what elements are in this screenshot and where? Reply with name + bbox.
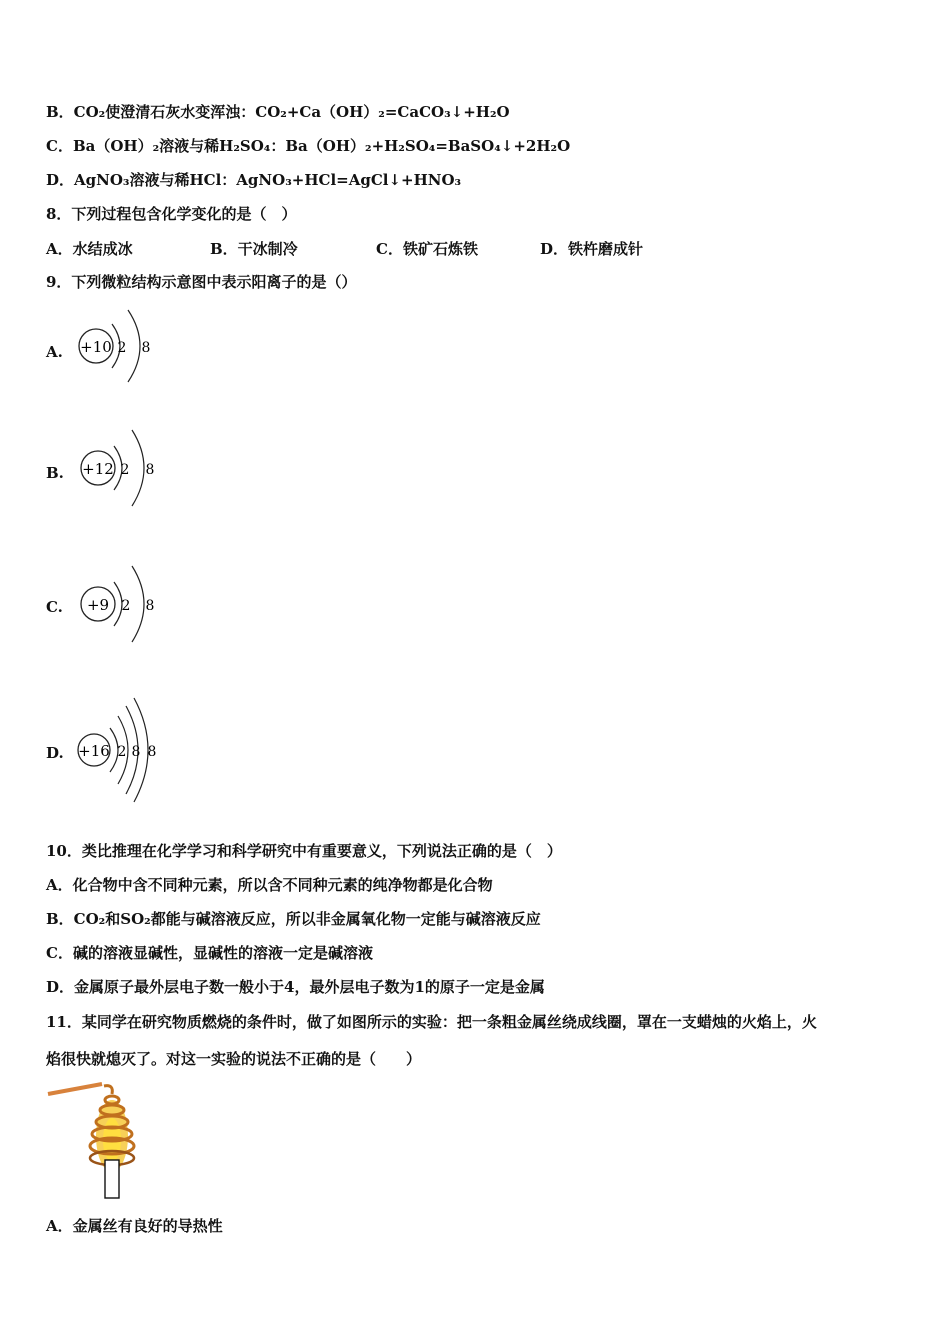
q9-option-c-label: C. — [46, 598, 63, 616]
q8-option-b: B．干冰制冷 — [210, 240, 298, 258]
q10-stem: 10．类比推理在化学学习和科学研究中有重要意义，下列说法正确的是（ ） — [46, 842, 562, 860]
q9-option-d-label: D. — [46, 744, 64, 762]
q9-option-d-nucleus: +16 — [78, 742, 110, 760]
q9-option-b-shell-2: 8 — [145, 462, 155, 478]
q9-option-a-atom-diagram — [72, 302, 192, 390]
q9-option-c-shell-1: 2 — [121, 598, 131, 614]
q11-stem-line-1: 11．某同学在研究物质燃烧的条件时，做了如图所示的实验：把一条粗金属丝绕成线圈，罩在一支蜡烛的火焰上，火 — [46, 1013, 817, 1031]
q10-option-d: D．金属原子最外层电子数一般小于4，最外层电子数为1的原子一定是金属 — [46, 978, 545, 996]
q9-option-d-atom-diagram — [72, 694, 192, 806]
q9-option-c-atom-diagram — [72, 560, 192, 648]
q10-option-c: C．碱的溶液显碱性，显碱性的溶液一定是碱溶液 — [46, 944, 373, 962]
q8-option-d: D．铁杵磨成针 — [540, 240, 644, 258]
q11-option-a: A．金属丝有良好的导热性 — [46, 1217, 223, 1235]
q9-option-b-nucleus: +12 — [82, 460, 114, 478]
q9-option-d-shell-3: 8 — [147, 744, 157, 760]
q11-stem-line-2: 焰很快就熄灭了。对这一实验的说法不正确的是（ ） — [46, 1050, 422, 1068]
q7-option-c: C．Ba（OH）₂溶液与稀H₂SO₄：Ba（OH）₂+H₂SO₄=BaSO₄↓+2H₂O — [46, 137, 571, 155]
q9-stem: 9．下列微粒结构示意图中表示阳离子的是（） — [46, 273, 357, 291]
q8-stem: 8．下列过程包含化学变化的是（ ） — [46, 205, 297, 223]
q9-option-b-label: B. — [46, 464, 64, 482]
q9-option-d-shell-1: 2 — [117, 744, 127, 760]
candle-coil-illustration — [44, 1080, 154, 1202]
q7-option-b: B．CO₂使澄清石灰水变浑浊：CO₂+Ca（OH）₂=CaCO₃↓+H₂O — [46, 103, 510, 121]
q9-option-c-shell-2: 8 — [145, 598, 155, 614]
q7-option-d: D．AgNO₃溶液与稀HCl：AgNO₃+HCl=AgCl↓+HNO₃ — [46, 171, 462, 189]
q9-option-d-shell-2: 8 — [131, 744, 141, 760]
q8-options — [46, 238, 746, 258]
q9-option-b-atom-diagram — [72, 424, 192, 512]
q10-option-a: A．化合物中含不同种元素，所以含不同种元素的纯净物都是化合物 — [46, 876, 493, 894]
q9-option-c-nucleus: +9 — [86, 596, 110, 614]
q8-option-a: A．水结成冰 — [46, 240, 133, 258]
q8-option-c: C．铁矿石炼铁 — [376, 240, 478, 258]
q9-option-a-label: A. — [46, 343, 63, 361]
q10-option-b: B．CO₂和SO₂都能与碱溶液反应，所以非金属氧化物一定能与碱溶液反应 — [46, 910, 541, 928]
q9-option-a-shell-1: 2 — [117, 340, 127, 356]
q9-option-a-nucleus: +10 — [80, 338, 112, 356]
q9-option-a-shell-2: 8 — [141, 340, 151, 356]
q9-option-b-shell-1: 2 — [120, 462, 130, 478]
